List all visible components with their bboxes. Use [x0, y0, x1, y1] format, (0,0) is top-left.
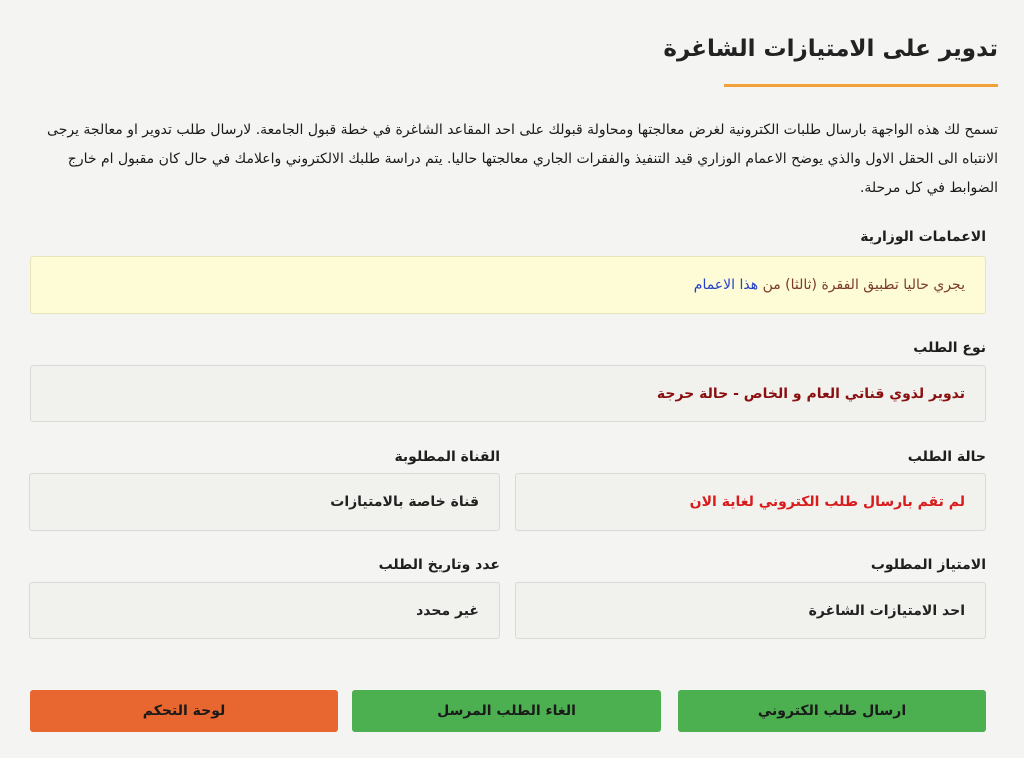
cancel-request-button[interactable]: الغاء الطلب المرسل	[352, 690, 661, 732]
request-type-value: تدوير لذوي قناتي العام و الخاص - حالة حرجة	[656, 385, 965, 402]
required-channel-value: قناة خاصة بالامتيازات	[330, 494, 479, 510]
request-type-field	[30, 365, 986, 422]
required-privilege-value: احد الامتيازات الشاغرة	[808, 602, 965, 619]
request-number-date-label: عدد وتاريخ الطلب	[378, 557, 500, 573]
required-channel-field	[29, 473, 500, 531]
send-request-button[interactable]: ارسال طلب الكتروني	[678, 690, 986, 732]
request-status-value: لم تقم بارسال طلب الكتروني لغاية الان	[689, 494, 965, 510]
ministerial-notice	[30, 256, 986, 314]
dashboard-button[interactable]: لوحة التحكم	[30, 690, 338, 732]
required-channel-label: القناة المطلوبة	[394, 449, 500, 465]
intro-text: تسمح لك هذه الواجهة بارسال طلبات الكترونية لغرض معالجتها ومحاولة قبولك على احد المقاعد الشاغرة في خطة قبول الجامعة. لارسال طلب تدوير او معالجة يرجى الانتباه الى الحقل الاول والذي يوضح الاعمام الوزاري قيد التنفيذ والفقرات الجاري معالجتها حاليا. يتم دراسة طلبك الالكتروني واعلامك في حال كان مقبول ام خارج الضوابط في كل مرحلة.	[47, 122, 998, 196]
circular-link[interactable]: هذا الاعمام	[693, 277, 759, 293]
ministerial-text: يجري حاليا تطبيق الفقرة (ثالثا) من	[762, 277, 965, 293]
request-status-label: حالة الطلب	[907, 449, 986, 465]
request-number-date-field	[29, 582, 500, 639]
ministerial-label: الاعمامات الوزارية	[860, 229, 986, 245]
request-status-field	[515, 473, 986, 531]
request-type-label: نوع الطلب	[913, 340, 986, 356]
request-number-date-value: غير محدد	[416, 602, 479, 619]
page-title: تدوير على الامتيازات الشاغرة	[663, 36, 998, 62]
required-privilege-label: الامتياز المطلوب	[870, 557, 986, 573]
required-privilege-field	[515, 582, 986, 639]
title-underline	[724, 84, 998, 87]
